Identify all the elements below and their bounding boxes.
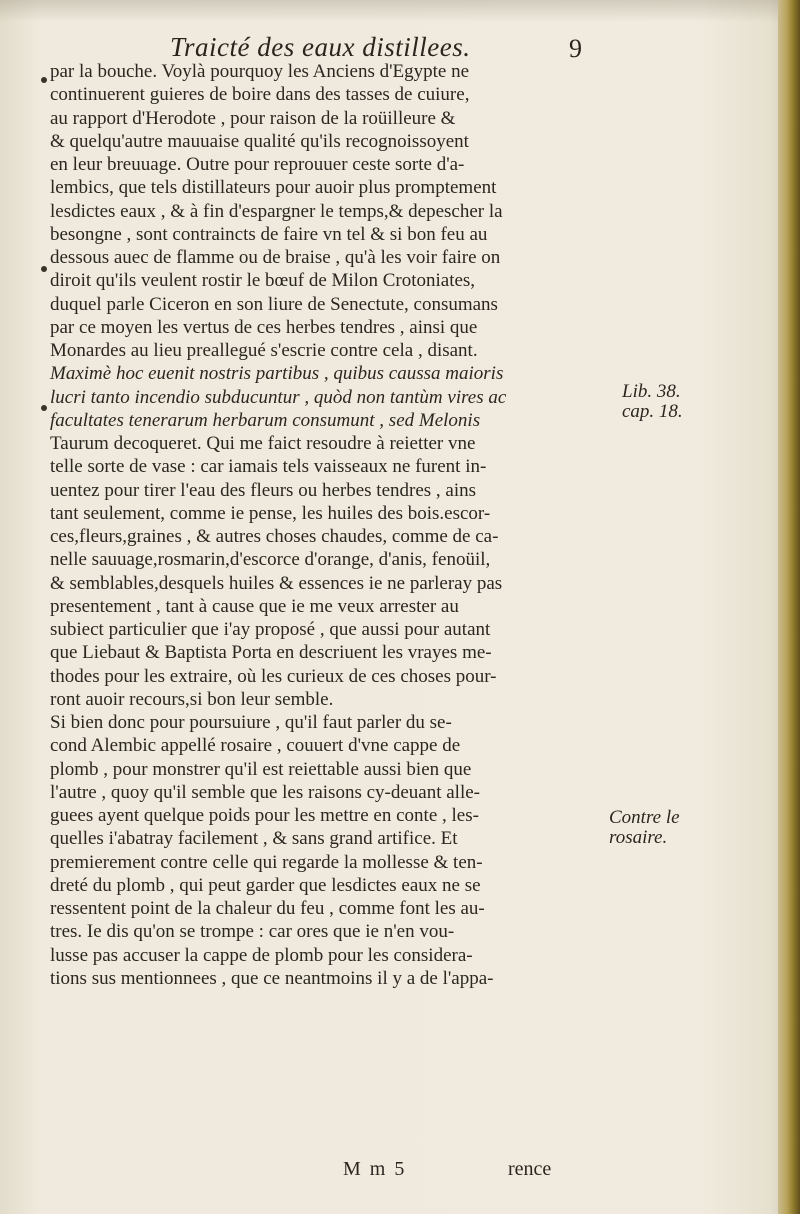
text-line: uentez pour tirer l'eau des fleurs ou herbes tendres , ains [50,479,477,501]
latin-quote-line: Maximè hoc euenit nostris partibus , quibus caussa maioris [50,363,504,385]
text-line: ressentent point de la chaleur du feu , comme font les au- [50,898,485,919]
text-line: Taurum decoqueret. Qui me faict resoudre à reietter vne [50,433,476,454]
margin-note-reference [622,382,683,422]
text-line: & semblables,desquels huiles & essences ie ne parleray pas [50,572,503,594]
margin-note-line: rosaire. [609,827,668,848]
text-line: duquel parle Ciceron en son liure de Senectute, consumans [50,293,498,315]
text-line: l'autre , quoy qu'il semble que les raisons cy-deuant alle- [50,781,480,803]
margin-note-topic [609,808,680,848]
body-text [50,60,595,990]
page-footer [0,1158,800,1188]
text-line: Monardes au lieu preallegué s'escrie contre cela , disant. [50,340,478,361]
text-line: ces,fleurs,graines , & autres choses chaudes, comme de ca- [50,526,499,547]
text-line: nelle sauuage,rosmarin,d'escorce d'orange, d'anis, fenoüil, [50,549,491,571]
text-line: par ce moyen les vertus de ces herbes tendres , ainsi que [50,316,478,338]
text-line: ront auoir recours,si bon leur semble. [50,688,334,710]
text-line: tres. Ie dis qu'on se trompe : car ores que ie n'en vou- [50,921,455,943]
text-line: quelles i'abatray facilement , & sans grand artifice. Et [50,828,458,850]
text-line: par la bouche. Voylà pourquoy les Anciens d'Egypte ne [50,61,470,82]
text-line: Si bien donc pour poursuiure , qu'il faut parler du se- [50,712,452,733]
page-top-shadow [0,0,800,22]
text-line: besongne , sont contraincts de faire vn tel & si bon feu au [50,223,488,245]
text-line: lesdictes eaux , & à fin d'espargner le temps,& depescher la [50,200,503,222]
running-title: Traicté des eaux distillees. [170,32,471,62]
text-line: cond Alembic appellé rosaire , couuert d'vne cappe de [50,735,461,757]
binding-edge [778,0,800,1214]
text-line: que Liebaut & Baptista Porta en descriuent les vrayes me- [50,642,492,664]
signature-mark: M m 5 [343,1158,407,1180]
text-line: telle sorte de vase : car iamais tels vaisseaux ne furent in- [50,456,487,478]
margin-note-line: Contre le [609,807,680,828]
text-line: dreté du plomb , qui peut garder que lesdictes eaux ne se [50,874,481,896]
latin-quote-line: lucri tanto incendio subducuntur , quòd non tantùm vires ac [50,386,507,408]
text-line: plomb , pour monstrer qu'il est reiettable aussi bien que [50,758,472,780]
text-line: & quelqu'autre mauuaise qualité qu'ils recognoissoyent [50,130,469,152]
text-line: diroit qu'ils veulent rostir le bœuf de Milon Crotoniates, [50,270,476,292]
text-line: lusse pas accuser la cappe de plomb pour les considera- [50,944,473,966]
catchword: rence [508,1158,552,1180]
text-line: lembics, que tels distillateurs pour auoir plus promptement [50,177,497,199]
text-line: presentement , tant à cause que ie me veux arrester au [50,595,459,617]
text-line: continuerent guieres de boire dans des tasses de cuiure, [50,84,470,106]
ink-mark [41,266,47,272]
latin-quote-line: facultates tenerarum herbarum consumunt , sed Melonis [50,409,481,431]
page-number: 9 [569,34,582,63]
text-line: subiect particulier que i'ay proposé , que aussi pour autant [50,619,491,640]
text-line: tant seulement, comme ie pense, les huiles des bois.escor- [50,502,491,524]
margin-note-line: Lib. 38. [622,381,681,402]
ink-mark [41,405,47,411]
text-line: au rapport d'Herodote , pour raison de la roüilleure & [50,107,456,129]
text-line: en leur breuuage. Outre pour reprouuer ceste sorte d'a- [50,154,465,175]
ink-mark [41,77,47,83]
text-line: dessous auec de flamme ou de braise , qu'à les voir faire on [50,247,501,268]
text-line: tions sus mentionnees , que ce neantmoins il y a de l'appa- [50,967,494,989]
margin-note-line: cap. 18. [622,401,683,422]
text-line: thodes pour les extraire, où les curieux de ces choses pour- [50,665,497,687]
text-line: premierement contre celle qui regarde la mollesse & ten- [50,851,483,873]
text-line: guees ayent quelque poids pour les mettre en conte , les- [50,805,479,826]
